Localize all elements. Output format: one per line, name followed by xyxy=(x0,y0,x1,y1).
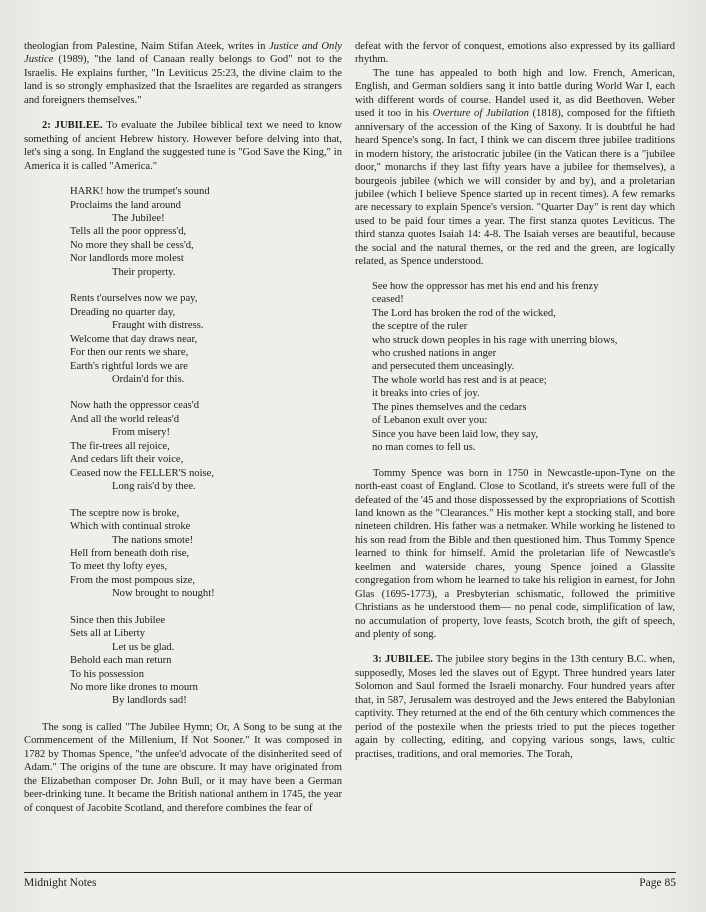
poem-line: Long rais'd by thee. xyxy=(112,481,196,493)
poem-line: And all the world releas'd xyxy=(70,413,179,425)
poem-line: No more they shall be cess'd, xyxy=(70,239,194,251)
quote-line: The Lord has broken the rod of the wicked, xyxy=(372,307,556,319)
poem-stanza xyxy=(70,292,342,386)
isaiah-quote xyxy=(372,280,675,455)
poem-line: The fir-trees all rejoice, xyxy=(70,440,170,452)
poem-line: Their property. xyxy=(112,266,176,278)
quote-line: of Lebanon exult over you: xyxy=(372,415,488,427)
poem-stanza xyxy=(70,185,342,279)
quote-line: ceased! xyxy=(372,294,404,306)
overture-title: Overture of Jubilation xyxy=(432,108,529,120)
poem-stanza xyxy=(70,399,342,493)
quote-line: Since you have been laid low, they say, xyxy=(372,428,539,440)
poem-line: No more like drones to mourn xyxy=(70,682,198,694)
poem-line: And cedars lift their voice, xyxy=(70,454,184,466)
poem-line: Ceased now the FELLER'S noise, xyxy=(70,467,215,479)
poem-line: Behold each man return xyxy=(70,655,172,667)
quote-line: the sceptre of the ruler xyxy=(372,321,468,333)
poem-line: Earth's rightful lords we are xyxy=(70,360,188,372)
poem-stanza xyxy=(70,614,342,708)
right-column xyxy=(355,40,675,761)
jubilee-hymn-poem xyxy=(70,185,342,708)
poem-line: Now hath the oppressor ceas'd xyxy=(70,400,199,412)
quote-line: and persecuted them unceasingly. xyxy=(372,361,515,373)
poem-line: Let us be glad. xyxy=(112,641,175,653)
quote-line: who struck down peoples in his rage with unerring blows, xyxy=(372,334,618,346)
poem-line: HARK! how the trumpet's sound xyxy=(70,186,210,198)
quote-line: no man comes to fell us. xyxy=(372,442,476,454)
poem-stanza xyxy=(70,507,342,601)
poem-line: For then our rents we share, xyxy=(70,347,189,359)
paragraph-galliard: defeat with the fervor of conquest, emotions also expressed by its galliard rhythm. xyxy=(355,41,675,66)
section-3-paragraph: 3: JUBILEE. The jubilee story begins in the 13th century B.C. when, supposedly, Moses led the slaves out of Egypt. Three hundred years later Solomon and Saul formed the Israeli monarchy. Four hundred years after that, in 587, Jerusalem was destroyed and the Jews entered the Babylonian captivity. They returned at the end of the 6th century which commences the period of the postexile when the priests tried to put the pieces together again by collecting, editing, and copying various songs, laws, cultic practises, traditions, and oral memories. The Torah, xyxy=(355,654,675,760)
paragraph-tune-history: The tune has appealed to both high and low. French, American, English, and German soldiers sang it into battle during World War I, each with different words of course. Handel used it, as did Beethoven. Weber used it too in his Overture of Jubilation (1818), composed for the fiftieth anniversary of the accession of the King of Saxony. It is doubtful he had heard Spence's song. In fact, I think we can discern three jubilee traditions in modern history, the aristocratic jubilee (in the Vatican there is a "jubilee door," monarchs if they last fifty years have a jubilee for themselves), a bourgeois jubilee (which we will consider by and by), and a proletarian jubilee (which I believe Spence started up in recent times). A few remarks are necessary to explain Spence's version. "Quarter Day" is rent day which used to be paid four times a year. The first stanza quotes Leviticus. The third stanza quotes Isaiah 14: 4-8. The Isaiah verses are beautiful, because the social and the natural themes, or the red and the green, are logically related, as Spence understood. xyxy=(355,67,675,268)
section-2-paragraph: 2: JUBILEE. To evaluate the Jubilee biblical text we need to know something of ancient Hebrew history. However before delving into that, let's sing a song. In England the suggested tune is "God Save the King," in America it is called "America." xyxy=(24,120,342,172)
poem-line: Ordain'd for this. xyxy=(112,373,185,385)
poem-line: Now brought to nought! xyxy=(112,588,215,600)
footer-page-number: Page 85 xyxy=(639,877,676,889)
paragraph-tommy-spence: Tommy Spence was born in 1750 in Newcastle-upon-Tyne on the north-east coast of England. Close to Scotland, it's streets were full of the defeated of the '45 and those dispossessed by the expropriations of Scottish land known as the "Clearances." His mother kept a stocking stall, and bore nineteen children. His father was a netmaker. While working he listened to his son read from the Bible and then questioned him. Thus Tommy Spence learned to think for himself. Amid the proletarian life of Newcastle's keelmen and waterside chares, young Spence joined a Glassite congregation from whom he learned to take his religion in earnest, for John Glas (1695-1773), a Presbyterian schismatic, followed the primitive Christians as he understood them— no penal code, simplification of law, no accumulation of property, love feasts, Scotch broth, the gift of speech, and plenty of song. xyxy=(355,467,675,641)
quote-line: The whole world has rest and is at peace; xyxy=(372,374,547,386)
poem-line: Which with continual stroke xyxy=(70,521,191,533)
poem-line: The Jubilee! xyxy=(112,212,165,224)
poem-line: From misery! xyxy=(112,427,170,439)
quote-line: who crushed nations in anger xyxy=(372,347,497,359)
poem-line: Nor landlords more molest xyxy=(70,253,184,265)
section-2-heading: 2: JUBILEE. xyxy=(42,120,103,132)
poem-line: Proclaims the land around xyxy=(70,199,181,211)
poem-line: Welcome that day draws near, xyxy=(70,333,198,345)
poem-line: Hell from beneath doth rise, xyxy=(70,547,190,559)
poem-line: Rents t'ourselves now we pay, xyxy=(70,293,198,305)
poem-line: Fraught with distress. xyxy=(112,320,204,332)
quote-line: See how the oppressor has met his end and his frenzy xyxy=(372,280,599,292)
poem-line: To his possession xyxy=(70,668,145,680)
poem-line: From the most pompous size, xyxy=(70,574,196,586)
quote-line: The pines themselves and the cedars xyxy=(372,401,527,413)
poem-line: To meet thy lofty eyes, xyxy=(70,561,168,573)
book-title: Justice and Only Justice xyxy=(24,41,342,66)
section-3-heading: 3: JUBILEE. xyxy=(373,654,433,666)
footer-divider xyxy=(24,872,676,873)
poem-line: By landlords sad! xyxy=(112,695,187,707)
poem-line: The sceptre now is broke, xyxy=(70,507,180,519)
poem-line: Dreading no quarter day, xyxy=(70,306,176,318)
left-column xyxy=(24,40,342,815)
paragraph-song-origin: The song is called "The Jubilee Hymn; Or, A Song to be sung at the Commencement of the Millenium, If Not Sooner." It was composed in 1782 by Thomas Spence, "the unfee'd advocate of the disinherited seed of Adam." The origins of the tune are obscure. It may have originated from the Elizabethan composer Dr. John Bull, or it may have been a German beer-drinking tune. It became the British national anthem in 1745, the year of conquest of Jacobite Scotland, and therefore combines the fear of xyxy=(24,721,342,814)
quote-line: it breaks into cries of joy. xyxy=(372,388,480,400)
poem-line: Tells all the poor oppress'd, xyxy=(70,226,187,238)
footer-publication: Midnight Notes xyxy=(24,877,97,889)
poem-line: The nations smote! xyxy=(112,534,194,546)
paragraph-ateek: theologian from Palestine, Naim Stifan Ateek, writes in Justice and Only Justice (1989), "the land of Canaan really belongs to God" not to the Israelis. He explains further, "In Leviticus 25:23, the divine claim to the land is so strongly emphasized that the Israelites are regarded as strangers and foreigners themselves." xyxy=(24,41,342,106)
poem-line: Since then this Jubilee xyxy=(70,614,166,626)
poem-line: Sets all at Liberty xyxy=(70,628,146,640)
